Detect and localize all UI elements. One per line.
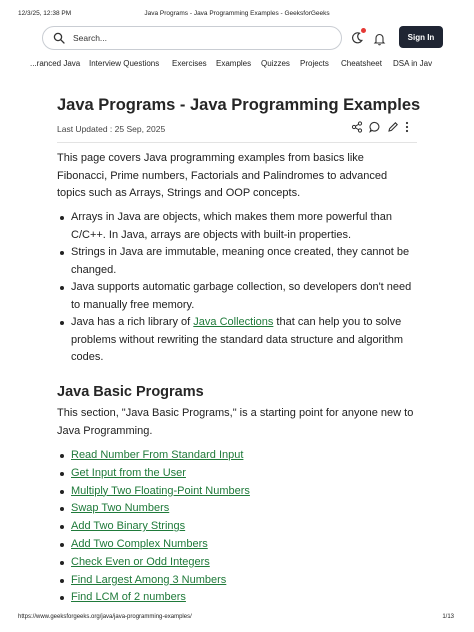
section-heading: Java Basic Programs (57, 384, 204, 400)
print-url: https://www.geeksforgeeks.org/java/java-programming-examples/ (18, 614, 192, 620)
list-item (57, 500, 417, 518)
top-bar (0, 26, 474, 52)
list-item: Strings in Java are immutable, meaning once created, they cannot be changed. (57, 244, 417, 279)
bell-icon[interactable] (373, 32, 386, 46)
sign-in-button[interactable]: Sign In (399, 26, 443, 48)
list-item (57, 483, 417, 501)
list-item: Java supports automatic garbage collection, so developers don't need to manually free memory. (57, 279, 417, 314)
list-item (57, 536, 417, 554)
more-options-icon[interactable] (401, 121, 413, 133)
print-footer (0, 614, 474, 626)
list-item (57, 465, 417, 483)
list-item: Arrays in Java are objects, which makes them more powerful than C/C++. In Java, arrays are objects with built-in properties. (57, 209, 417, 244)
search-placeholder: Search... (73, 33, 108, 43)
print-datetime: 12/3/25, 12:38 PM (18, 10, 72, 17)
print-header (0, 10, 474, 22)
list-item (57, 518, 417, 536)
program-link[interactable]: Add Two Binary Strings (71, 520, 186, 533)
notification-dot (361, 28, 366, 33)
program-link[interactable]: Find LCM of 2 numbers (71, 591, 186, 604)
comment-icon[interactable] (369, 121, 381, 133)
header-divider (57, 142, 417, 143)
java-collections-link[interactable]: Java Collections (193, 316, 274, 328)
search-icon (53, 32, 65, 44)
list-item (57, 572, 417, 590)
bullet-text: Java has a rich library of (71, 316, 194, 328)
nav-item-exercises[interactable]: Exercises (172, 59, 207, 68)
share-icon[interactable] (351, 121, 363, 133)
category-nav (0, 59, 474, 73)
nav-item-quizzes[interactable]: Quizzes (261, 59, 290, 68)
dark-mode-icon[interactable] (350, 31, 364, 45)
program-link[interactable]: Get Input from the User (71, 466, 186, 479)
program-link[interactable]: Read Number From Standard Input (71, 449, 244, 461)
program-link[interactable]: Multiply Two Floating-Point Numbers (71, 484, 250, 497)
edit-icon[interactable] (387, 121, 399, 133)
program-link[interactable]: Swap Two Numbers (71, 502, 170, 515)
nav-item-advanced-java[interactable]: ...ranced Java (30, 59, 81, 68)
list-item (57, 554, 417, 572)
print-page-count: 1/13 (442, 614, 454, 620)
nav-item-examples[interactable]: Examples (216, 59, 252, 68)
page-title: Java Programs - Java Programming Examples (57, 96, 421, 114)
nav-item-projects[interactable]: Projects (300, 59, 329, 68)
basic-programs-list (57, 447, 417, 607)
nav-item-cheatsheet[interactable]: Cheatsheet (341, 59, 382, 68)
bullet-text: that can help you to solve problems without rewriting the standard data structure and algorithm codes. (71, 316, 404, 363)
search-input[interactable] (42, 26, 342, 50)
nav-item-interview-questions[interactable]: Interview Questions (89, 59, 160, 68)
program-link[interactable]: Add Two Complex Numbers (71, 537, 208, 550)
list-item (57, 314, 417, 367)
list-item (57, 589, 417, 607)
section-intro: This section, "Java Basic Programs," is a starting point for anyone new to Java Programming. (57, 407, 414, 437)
last-updated: Last Updated : 25 Sep, 2025 (57, 124, 166, 134)
program-link[interactable]: Check Even or Odd Integers (71, 555, 210, 568)
feature-bullets (57, 209, 417, 367)
program-link[interactable]: Find Largest Among 3 Numbers (71, 573, 227, 586)
intro-paragraph: This page covers Java programming examples from basics like Fibonacci, Prime numbers, Factorials and Palindromes to advanced topics such as Arrays, Strings and OOP concepts. (57, 152, 388, 199)
print-page-title: Java Programs - Java Programming Examples - GeeksforGeeks (144, 10, 330, 17)
list-item (57, 447, 417, 465)
nav-item-dsa-in-java[interactable]: DSA in Jav (393, 59, 433, 68)
